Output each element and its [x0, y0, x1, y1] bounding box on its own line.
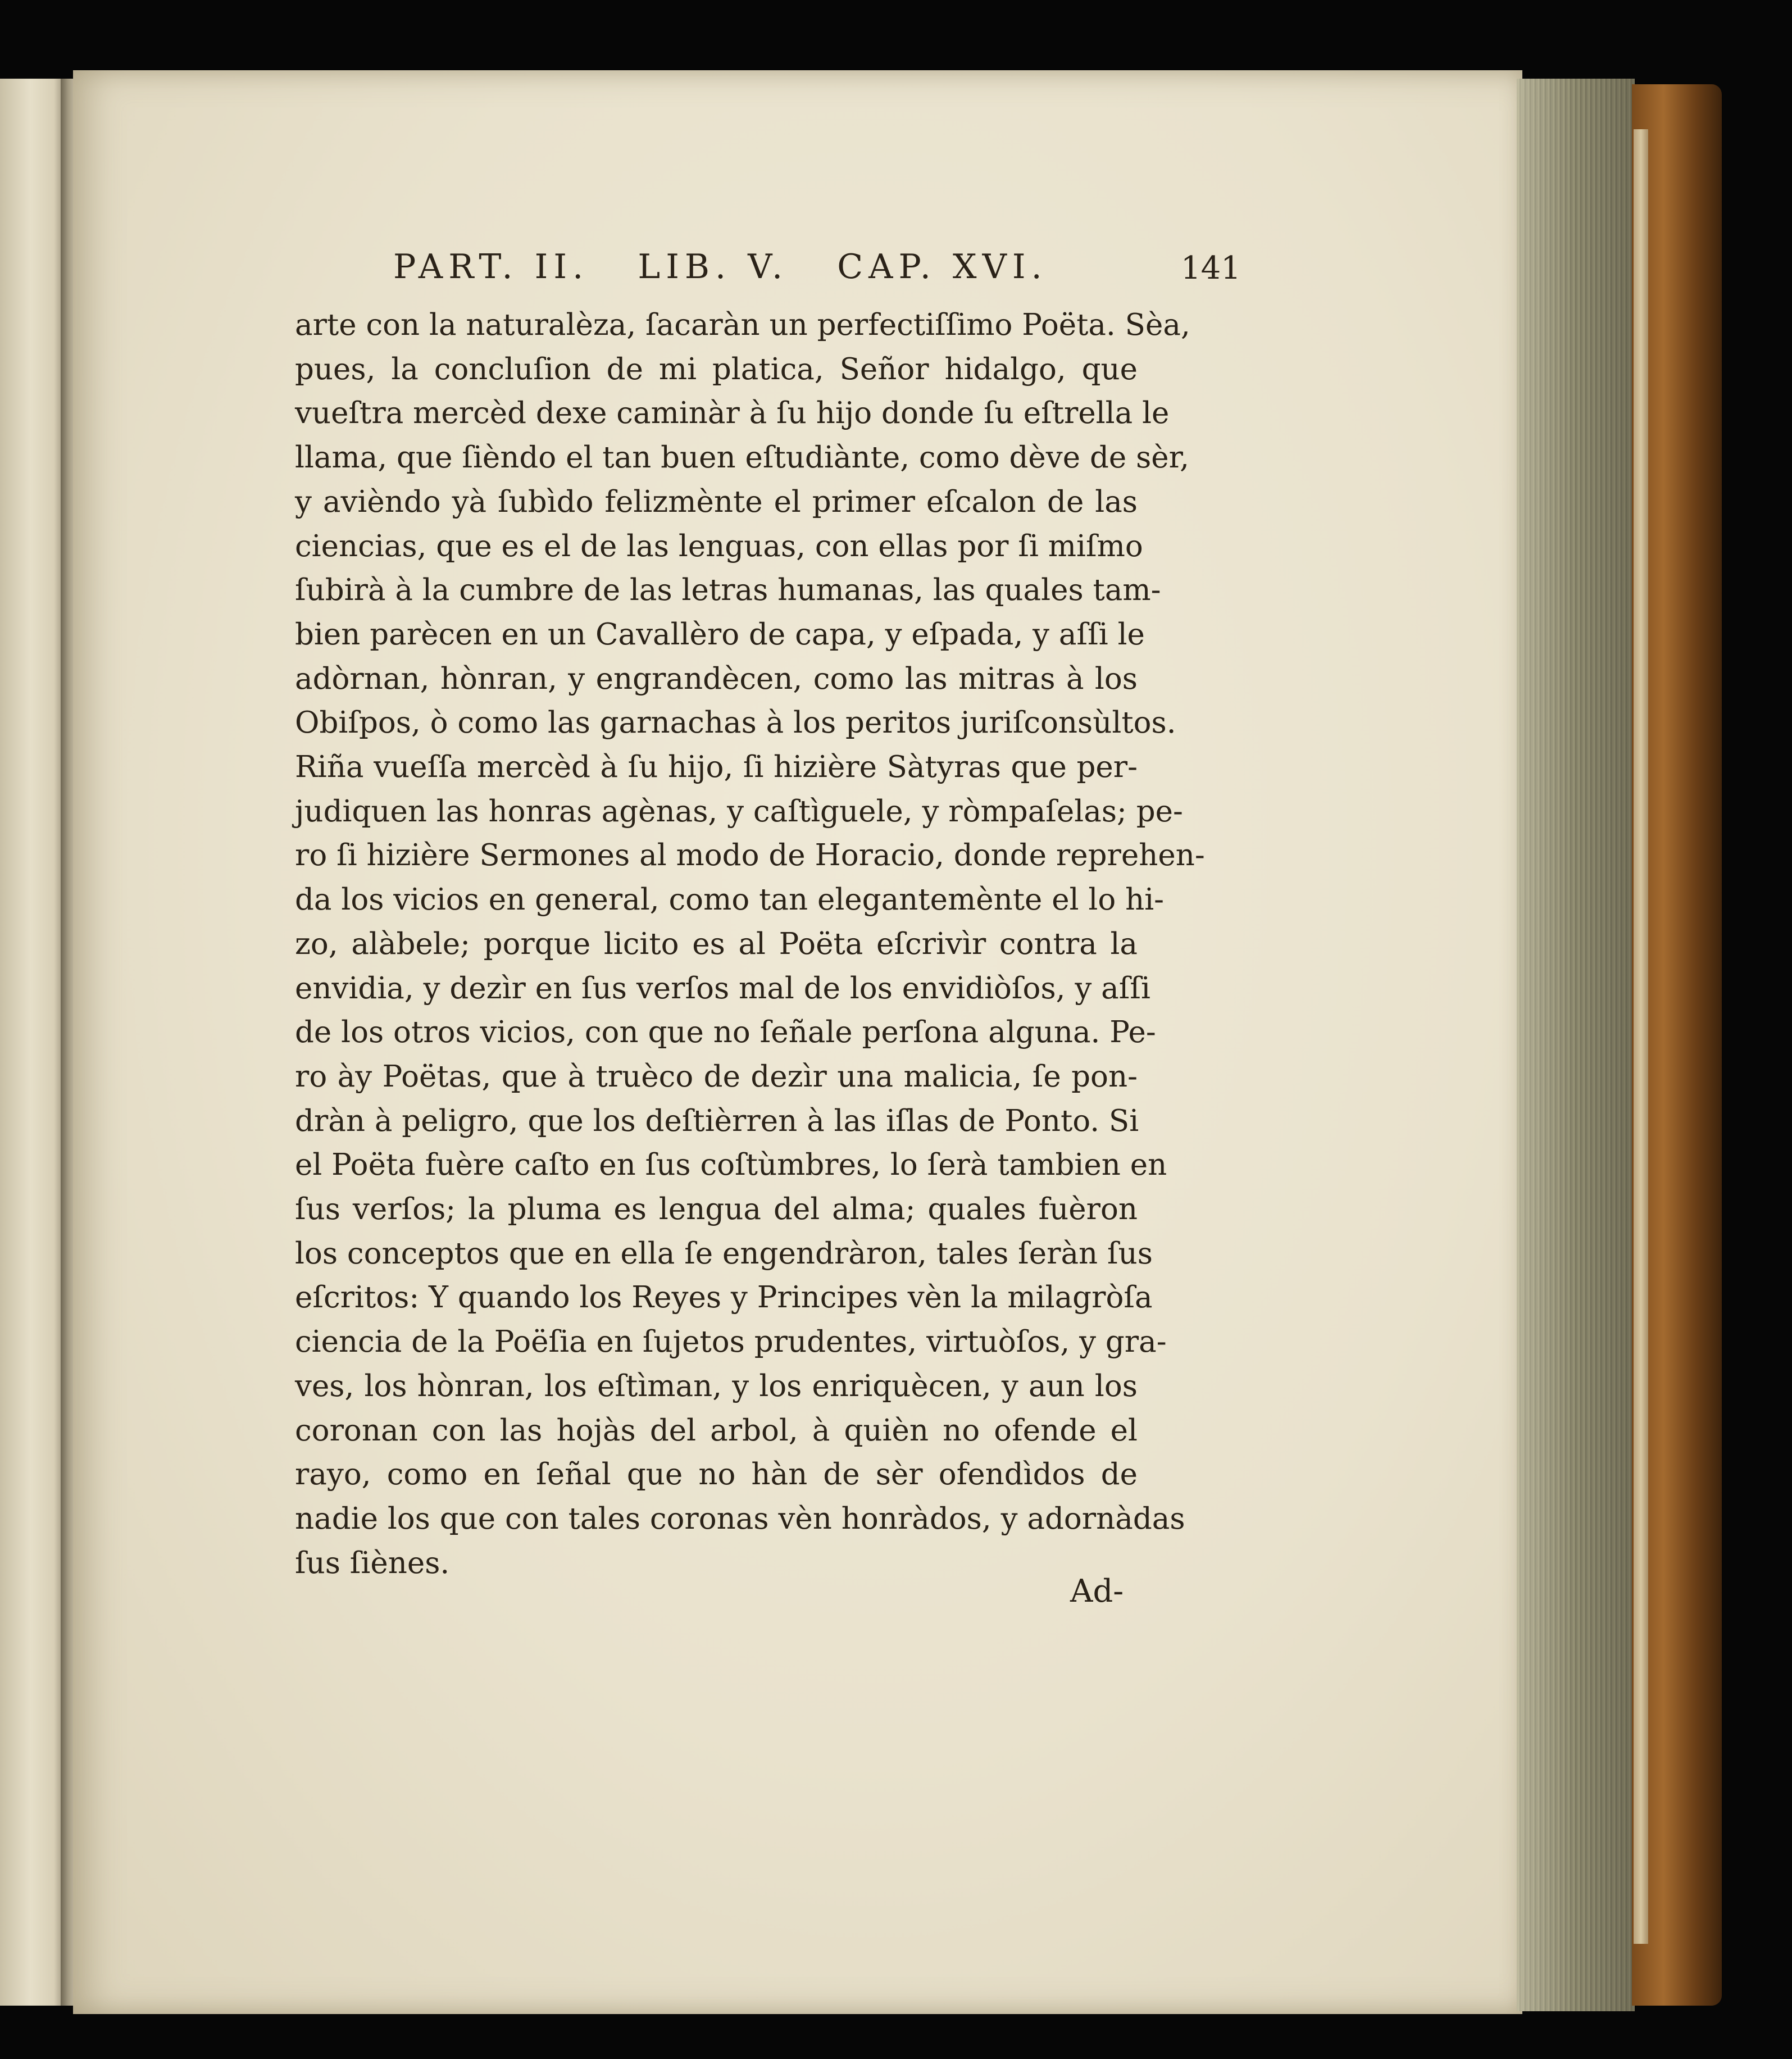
text-line: ciencias, que es el de las lenguas, con ellas por ſi miſmo [295, 529, 1143, 563]
text-line: bien parècen en un Cavallèro de capa, y eſpada, y aſſi le [295, 617, 1145, 652]
text-line: ro ſi hizière Sermones al modo de Horacio, donde reprehen- [295, 838, 1205, 873]
text-line: ſubirà à la cumbre de las letras humanas, las quales tam- [295, 573, 1161, 608]
text-line: ſus verſos; la pluma es lengua del alma; quales fuèron [295, 1192, 1138, 1227]
text-line: el Poëta fuère caſto en ſus coſtùmbres, lo ſerà tambien en [295, 1148, 1167, 1183]
text-line: judiquen las honras agènas, y caſtìguele, y ròmpaſelas; pe- [295, 794, 1183, 829]
text-line: y avièndo yà ſubìdo felizmènte el primer eſcalon de las [295, 484, 1138, 519]
text-line: zo, alàbele; porque licito es al Poëta eſcrivìr contra la [295, 926, 1138, 961]
text-line: ro ày Poëtas, que à truèco de dezìr una malicia, ſe pon- [295, 1059, 1138, 1094]
text-line: los conceptos que en ella ſe engendràron, tales ſeràn ſus [295, 1236, 1153, 1271]
catchword: Ad- [1070, 1573, 1124, 1610]
body-text [295, 303, 1205, 1585]
text-line: pues, la concluſion de mi platica, Señor hidalgo, que [295, 352, 1138, 387]
text-line: ſus ſiènes. [295, 1546, 450, 1580]
text-line: eſcritos: Y quando los Reyes y Principes vèn la milagròſa [295, 1280, 1153, 1315]
text-line: ciencia de la Poëſia en ſujetos prudentes, virtuòſos, y gra- [295, 1325, 1167, 1360]
text-line: nadie los que con tales coronas vèn honràdos, y adornàdas [295, 1501, 1185, 1536]
text-line: arte con la naturalèza, ſacaràn un perfectiſſimo Poëta. Sèa, [295, 308, 1190, 342]
text-line: envidia, y dezìr en ſus verſos mal de los envidiòſos, y aſſi [295, 971, 1150, 1006]
text-line: coronan con las hojàs del arbol, à quièn no ofende el [295, 1413, 1138, 1448]
text-line: vueſtra mercèd dexe caminàr à ſu hijo donde ſu eſtrella le [295, 396, 1170, 431]
text-line: da los vicios en general, como tan elegantemènte el lo hi- [295, 883, 1165, 917]
text-line: ves, los hònran, los eſtìman, y los enriquècen, y aun los [295, 1369, 1138, 1403]
text-line: rayo, como en ſeñal que no hàn de sèr ofendìdos de [295, 1457, 1138, 1492]
text-line: de los otros vicios, con que no ſeñale perſona alguna. Pe- [295, 1015, 1156, 1050]
page-number: 141 [1181, 250, 1241, 287]
text-line: adòrnan, hònran, y engrandècen, como las mitras à los [295, 661, 1138, 696]
text-line: Obiſpos, ò como las garnachas à los peritos juriſconsùltos. [295, 706, 1176, 740]
text-line: dràn à peligro, que los deſtièrren à las iſlas de Ponto. Si [295, 1103, 1139, 1138]
running-head: PART. II. LIB. V. CAP. XVI. [393, 247, 1048, 287]
text-line: llama, que ſièndo el tan buen eſtudiànte, como dève de sèr, [295, 440, 1190, 475]
text-line: Riña vueſſa mercèd à ſu hijo, ſi hizière Sàtyras que per- [295, 750, 1138, 785]
